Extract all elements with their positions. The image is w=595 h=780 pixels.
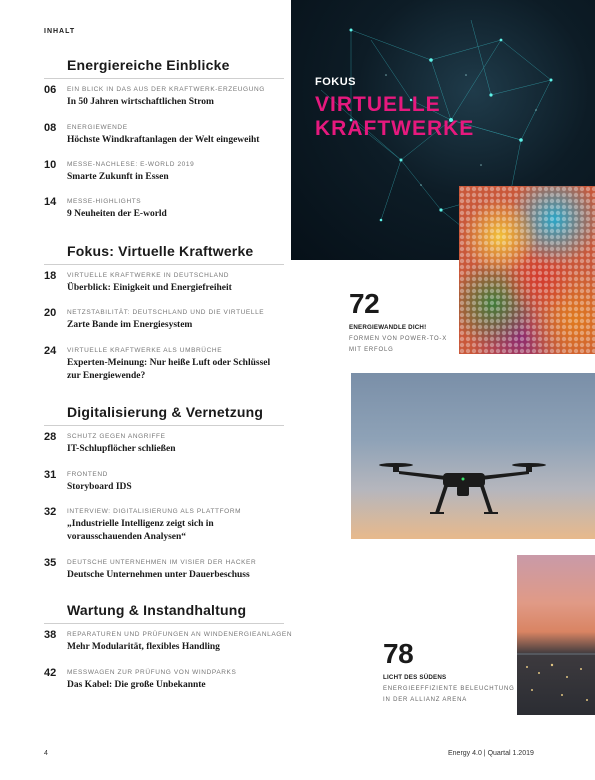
entry-kicker: FRONTEND [67,471,108,478]
entry-title[interactable]: Deutsche Unternehmen unter Dauerbeschuss [67,570,250,580]
page-number: 24 [44,345,57,357]
fokus-title-line1: VIRTUELLE [315,93,441,116]
entry-title[interactable]: Zarte Bande im Energiesystem [67,320,193,330]
divider [44,264,284,265]
entry-kicker: MESSWAGEN ZUR PRÜFUNG VON WINDPARKS [67,669,237,676]
section-title: Wartung & Instandhaltung [67,602,247,618]
entry-kicker: DEUTSCHE UNTERNEHMEN IM VISIER DER HACKER [67,559,257,566]
entry-kicker: REPARATUREN UND PRÜFUNGEN AN WINDENERGIEANLAGEN [67,631,293,638]
fokus-title-line2: KRAFTWERKE [315,117,475,140]
feature-page-number: 78 [383,638,414,669]
page-number: 06 [44,84,57,96]
beads-image [459,186,595,354]
page-number: 10 [44,159,57,171]
divider [44,425,284,426]
entry-kicker: VIRTUELLE KRAFTWERKE IN DEUTSCHLAND [67,272,230,279]
page-number: 35 [44,557,57,569]
page-number: 38 [44,629,57,641]
page-number: 42 [44,667,57,679]
entry-title[interactable]: Das Kabel: Die große Unbekannte [67,680,206,690]
feature-caption: LICHT DES SÜDENS [383,674,447,681]
divider [44,623,284,624]
entry-title[interactable]: Storyboard IDS [67,482,132,492]
entry-kicker: INTERVIEW: DIGITALISIERUNG ALS PLATTFORM [67,508,242,515]
stadium-image [517,555,595,715]
feature-subline: IN DER ALLIANZ ARENA [383,697,468,703]
page-number: 08 [44,122,57,134]
entry-kicker: SCHUTZ GEGEN ANGRIFFE [67,433,166,440]
entry-title[interactable]: Smarte Zukunft in Essen [67,172,169,182]
page-number: 32 [44,506,57,518]
footer-magazine: Energy 4.0 | Quartal 1.2019 [448,750,534,757]
page-number: 28 [44,431,57,443]
feature-page-number: 72 [349,288,380,319]
feature-caption: ENERGIEWANDLE DICH! [349,324,427,331]
section-title: Fokus: Virtuelle Kraftwerke [67,243,254,259]
entry-kicker: EIN BLICK IN DAS AUS DER KRAFTWERK-ERZEUGUNG [67,86,265,93]
page-number: 18 [44,270,57,282]
entry-title[interactable]: In 50 Jahren wirtschaftlichen Strom [67,97,214,107]
entry-kicker: NETZSTABILITÄT: DEUTSCHLAND UND DIE VIRTUELLE [67,309,265,316]
page-number: 31 [44,469,57,481]
entry-title[interactable]: Höchste Windkraftanlagen der Welt eingeweiht [67,135,260,145]
entry-kicker: ENERGIEWENDE [67,124,128,131]
feature-subline: FORMEN VON POWER-TO-X [349,336,448,342]
entry-title[interactable]: „Industrielle Intelligenz zeigt sich in vorausschauenden Analysen“ [67,519,214,542]
entry-kicker: MESSE-HIGHLIGHTS [67,198,142,205]
footer-page-number: 4 [44,750,48,757]
divider [44,78,284,79]
drone-image [351,373,595,539]
section-label: INHALT [44,28,76,35]
feature-subline: ENERGIEEFFIZIENTE BELEUCHTUNG [383,686,515,692]
entry-kicker: MESSE-NACHLESE: E-WORLD 2019 [67,161,195,168]
entry-title[interactable]: 9 Neuheiten der E-world [67,209,167,219]
page-number: 14 [44,196,57,208]
entry-title[interactable]: Mehr Modularität, flexibles Handling [67,642,220,652]
entry-kicker: VIRTUELLE KRAFTWERKE ALS UMBRÜCHE [67,347,223,354]
fokus-label: FOKUS [315,76,356,88]
page-number: 20 [44,307,57,319]
entry-title[interactable]: Experten-Meinung: Nur heiße Luft oder Schlüssel zur Energiewende? [67,358,271,381]
entry-title[interactable]: Überblick: Einigkeit und Energiefreiheit [67,283,232,293]
entry-title[interactable]: IT-Schlupflöcher schließen [67,444,176,454]
section-title: Digitalisierung & Vernetzung [67,404,264,420]
feature-subline: MIT ERFOLG [349,347,394,353]
section-title: Energiereiche Einblicke [67,57,230,73]
